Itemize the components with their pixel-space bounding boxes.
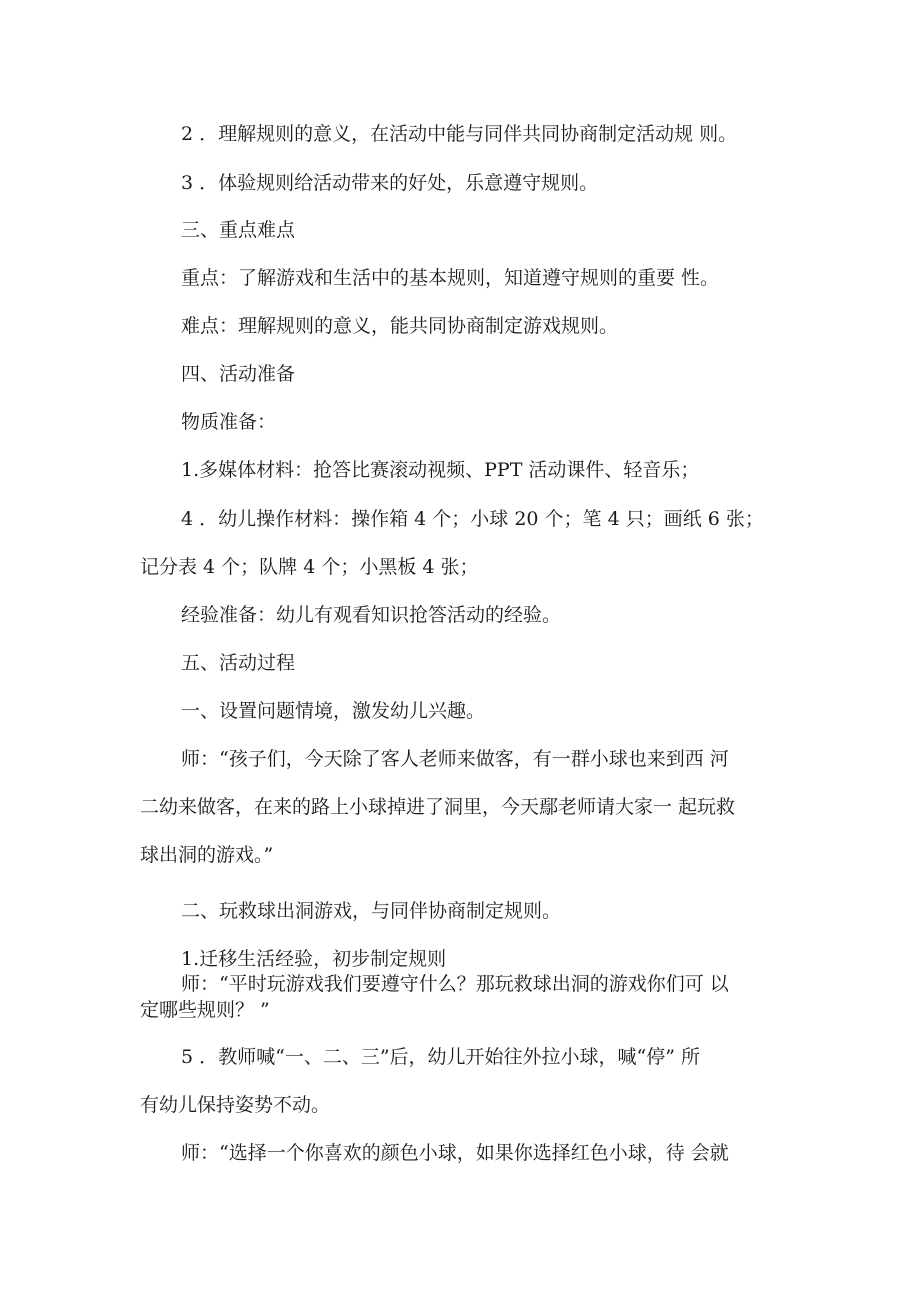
subheading-material-preparation: 物质准备： [181, 411, 277, 433]
paragraph-teacher-speech-1: 师：“孩子们，今天除了客人老师来做客，有一群小球也来到西 河 [181, 748, 729, 770]
paragraph-multimedia-materials: 1.多媒体材料：抢答比赛滚动视频、PPT 活动课件、轻音乐； [181, 459, 700, 481]
paragraph-child-materials: 4 ．幼儿操作材料：操作箱 4 个；小球 20 个；笔 4 只；画纸 6 张； [181, 508, 764, 530]
subheading-step-1: 一、设置问题情境，激发幼儿兴趣。 [181, 700, 486, 722]
paragraph-teacher-speech-2: 师：“平时玩游戏我们要遵守什么？那玩救球出洞的游戏你们可 以 [181, 973, 729, 995]
paragraph-rule-5: 5 ．教师喊“一、二、三”后，幼儿开始往外拉小球，喊“停” 所 [181, 1046, 701, 1068]
paragraph-rule-5-cont: 有幼儿保持姿势不动。 [140, 1094, 331, 1116]
paragraph-experience-preparation: 经验准备：幼儿有观看知识抢答活动的经验。 [181, 604, 562, 626]
paragraph-teacher-speech-1-end: 球出洞的游戏。” [140, 844, 274, 866]
paragraph-teacher-speech-3: 师：“选择一个你喜欢的颜色小球，如果你选择红色小球，待 会就 [181, 1142, 729, 1164]
paragraph-objective-3: 3 ．体验规则给活动带来的好处，乐意遵守规则。 [181, 172, 599, 194]
paragraph-teacher-speech-2-cont: 定哪些规则？ ” [140, 999, 270, 1021]
subheading-step-2-1: 1.迁移生活经验，初步制定规则 [181, 948, 447, 970]
paragraph-difficulty: 难点：理解规则的意义，能共同协商制定游戏规则。 [181, 315, 619, 337]
paragraph-child-materials-cont: 记分表 4 个；队牌 4 个；小黑板 4 张； [140, 556, 479, 578]
paragraph-key-point: 重点：了解游戏和生活中的基本规则，知道遵守规则的重要 性。 [181, 267, 720, 289]
section-heading-process: 五、活动过程 [181, 652, 296, 674]
section-heading-key-points: 三、重点难点 [181, 219, 296, 241]
section-heading-preparation: 四、活动准备 [181, 363, 296, 385]
subheading-step-2: 二、玩救球出洞游戏，与同伴协商制定规则。 [181, 900, 562, 922]
paragraph-teacher-speech-1-cont: 二幼来做客，在来的路上小球掉进了洞里，今天鄢老师请大家一 起玩救 [140, 796, 736, 818]
paragraph-objective-2: 2 ．理解规则的意义，在活动中能与同伴共同协商制定活动规 则。 [181, 123, 738, 145]
